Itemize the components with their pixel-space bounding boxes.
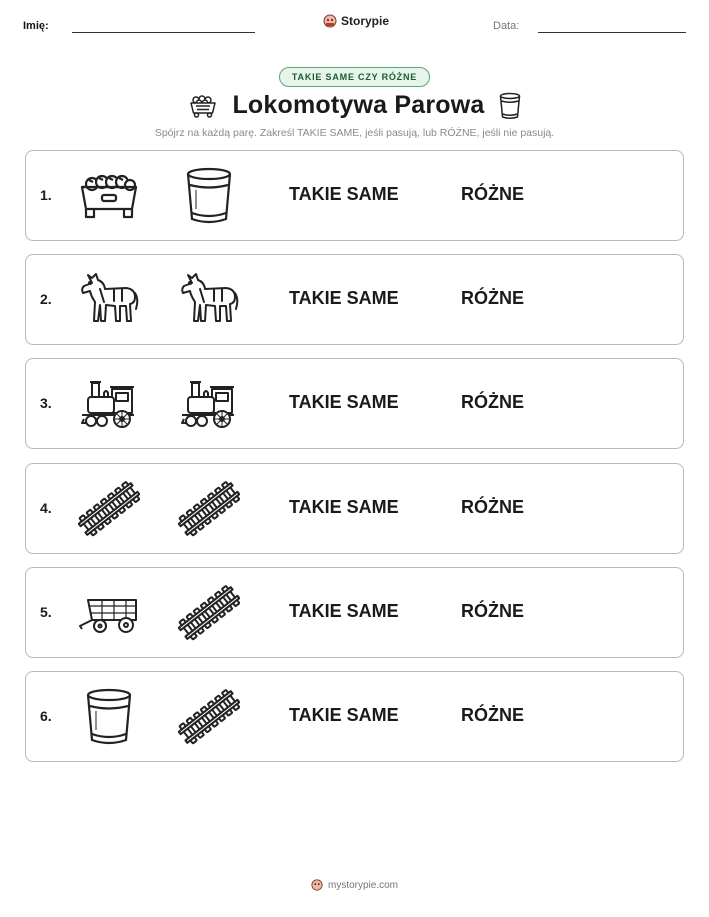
bucket-icon xyxy=(178,165,240,227)
footer xyxy=(0,879,709,891)
option-same[interactable]: TAKIE SAME xyxy=(289,288,399,309)
page-title: Lokomotywa Parowa xyxy=(232,91,485,119)
wagon-icon xyxy=(78,582,140,644)
bucket-icon xyxy=(78,686,140,748)
horse-icon xyxy=(78,269,140,331)
bucket-icon xyxy=(499,92,521,120)
option-different[interactable]: RÓŻNE xyxy=(461,184,524,204)
rail-track-icon xyxy=(178,686,240,748)
name-label: Imię: xyxy=(23,20,49,32)
option-different[interactable]: RÓŻNE xyxy=(461,600,524,621)
rail-track-icon xyxy=(178,582,240,644)
option-different[interactable]: RÓŻNE xyxy=(461,392,524,413)
rail-track-icon xyxy=(78,478,140,540)
exercise-row xyxy=(25,463,684,554)
exercise-row xyxy=(25,254,684,345)
footer-url: mystorypie.com xyxy=(327,879,398,891)
coal-cart-icon xyxy=(188,94,218,118)
row-number: 4. xyxy=(40,499,52,516)
brand-name: Storypie xyxy=(341,14,390,28)
row-number: 3. xyxy=(40,395,52,412)
exercise-row xyxy=(25,567,684,658)
steam-locomotive-icon xyxy=(78,373,140,435)
brand-logo xyxy=(323,14,389,28)
row-number: 1. xyxy=(40,187,52,203)
storypie-mascot-icon xyxy=(323,14,337,28)
worksheet-type-badge: TAKIE SAME CZY RÓŻNE xyxy=(279,67,430,87)
option-same[interactable]: TAKIE SAME xyxy=(289,600,399,621)
exercise-row xyxy=(25,150,684,241)
storypie-mascot-icon xyxy=(311,879,323,891)
instructions: Spójrz na każdą parę. Zakreśl TAKIE SAME, jeśli pasują, lub RÓŻNE, jeśli nie pasują. xyxy=(154,127,555,139)
date-label: Data: xyxy=(493,20,520,32)
coal-cart-icon xyxy=(78,165,140,227)
row-number: 6. xyxy=(40,708,52,724)
name-line[interactable] xyxy=(72,32,255,33)
date-line[interactable] xyxy=(538,32,686,33)
title-row xyxy=(0,91,709,120)
horse-icon xyxy=(178,269,240,331)
option-same[interactable]: TAKIE SAME xyxy=(289,184,399,204)
row-number: 2. xyxy=(40,291,52,308)
row-number: 5. xyxy=(40,603,52,620)
exercise-row xyxy=(25,358,684,449)
exercise-row xyxy=(25,671,684,762)
option-same[interactable]: TAKIE SAME xyxy=(289,496,399,517)
option-same[interactable]: TAKIE SAME xyxy=(289,705,399,725)
option-different[interactable]: RÓŻNE xyxy=(461,288,524,309)
option-same[interactable]: TAKIE SAME xyxy=(289,392,399,413)
steam-locomotive-icon xyxy=(178,373,240,435)
option-different[interactable]: RÓŻNE xyxy=(461,496,524,517)
option-different[interactable]: RÓŻNE xyxy=(461,705,524,725)
rail-track-icon xyxy=(178,478,240,540)
